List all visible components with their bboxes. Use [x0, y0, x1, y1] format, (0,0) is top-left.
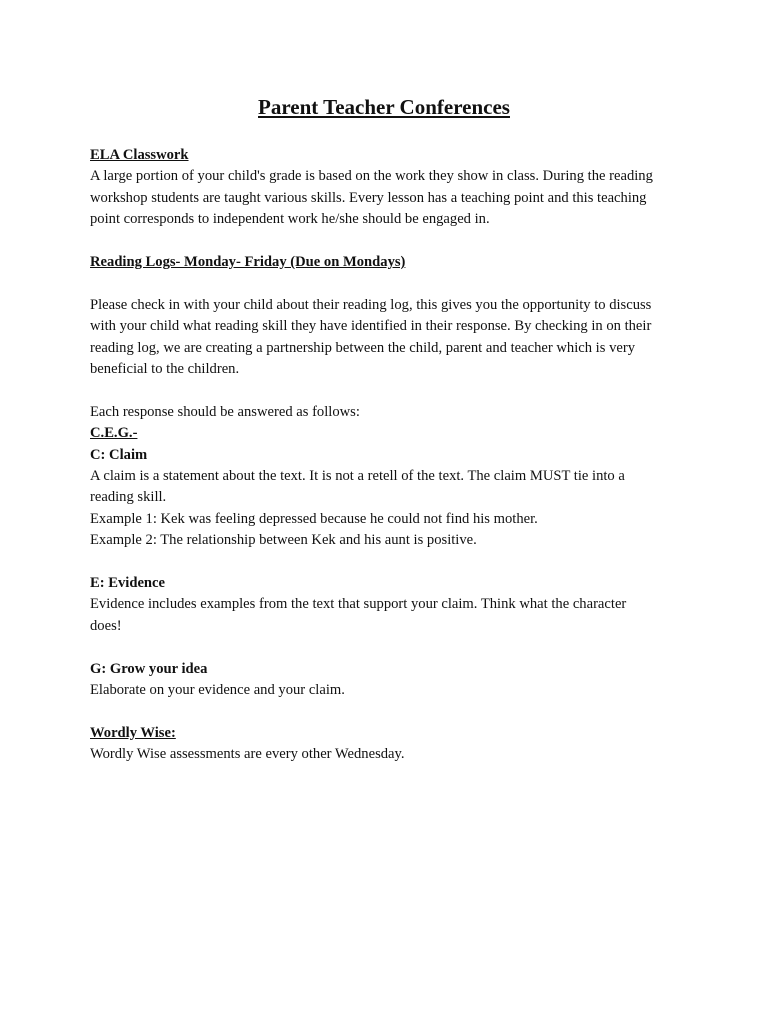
response-intro: Each response should be answered as follows:: [90, 403, 360, 420]
claim-line: reading skill.: [90, 489, 167, 506]
grow-line: Elaborate on your evidence and your claim.: [90, 682, 345, 699]
evidence-heading: E: Evidence: [90, 575, 165, 592]
claim-example: Example 1: Kek was feeling depressed because he could not find his mother.: [90, 510, 538, 527]
document-body: [90, 145, 690, 766]
spacer: [90, 637, 690, 658]
spacer: [90, 380, 690, 401]
claim-example: Example 2: The relationship between Kek and his aunt is positive.: [90, 532, 477, 549]
reading-logs-line: Please check in with your child about their reading log, this gives you the opportunity to discuss: [90, 296, 652, 313]
ela-line: A large portion of your child's grade is based on the work they show in class. During the reading: [90, 168, 653, 185]
reading-logs-line: reading log, we are creating a partnership between the child, parent and teacher which is very: [90, 339, 635, 356]
wordly-wise-line: Wordly Wise assessments are every other Wednesday.: [90, 746, 405, 763]
reading-logs-line: beneficial to the children.: [90, 361, 240, 378]
spacer: [90, 231, 690, 252]
page-title: Parent Teacher Conferences: [258, 95, 510, 119]
claim-heading: C: Claim: [90, 446, 148, 463]
ela-line: point corresponds to independent work he/she should be engaged in.: [90, 211, 490, 228]
reading-logs-line: with your child what reading skill they have identified in their response. By checking in on their: [90, 318, 652, 335]
evidence-line: does!: [90, 617, 122, 634]
grow-heading: G: Grow your idea: [90, 660, 208, 677]
spacer: [90, 273, 690, 294]
spacer: [90, 701, 690, 722]
ela-heading: ELA Classwork: [90, 147, 189, 163]
spacer: [90, 552, 690, 573]
evidence-line: Evidence includes examples from the text that support your claim. Think what the character: [90, 596, 627, 613]
claim-line: A claim is a statement about the text. It is not a retell of the text. The claim MUST tie into a: [90, 468, 625, 485]
ela-line: workshop students are taught various skills. Every lesson has a teaching point and this teaching: [90, 189, 647, 206]
ceg-heading: C.E.G.-: [90, 425, 138, 442]
wordly-wise-heading: Wordly Wise:: [90, 724, 176, 741]
reading-logs-heading: Reading Logs- Monday- Friday (Due on Mondays): [90, 254, 406, 271]
